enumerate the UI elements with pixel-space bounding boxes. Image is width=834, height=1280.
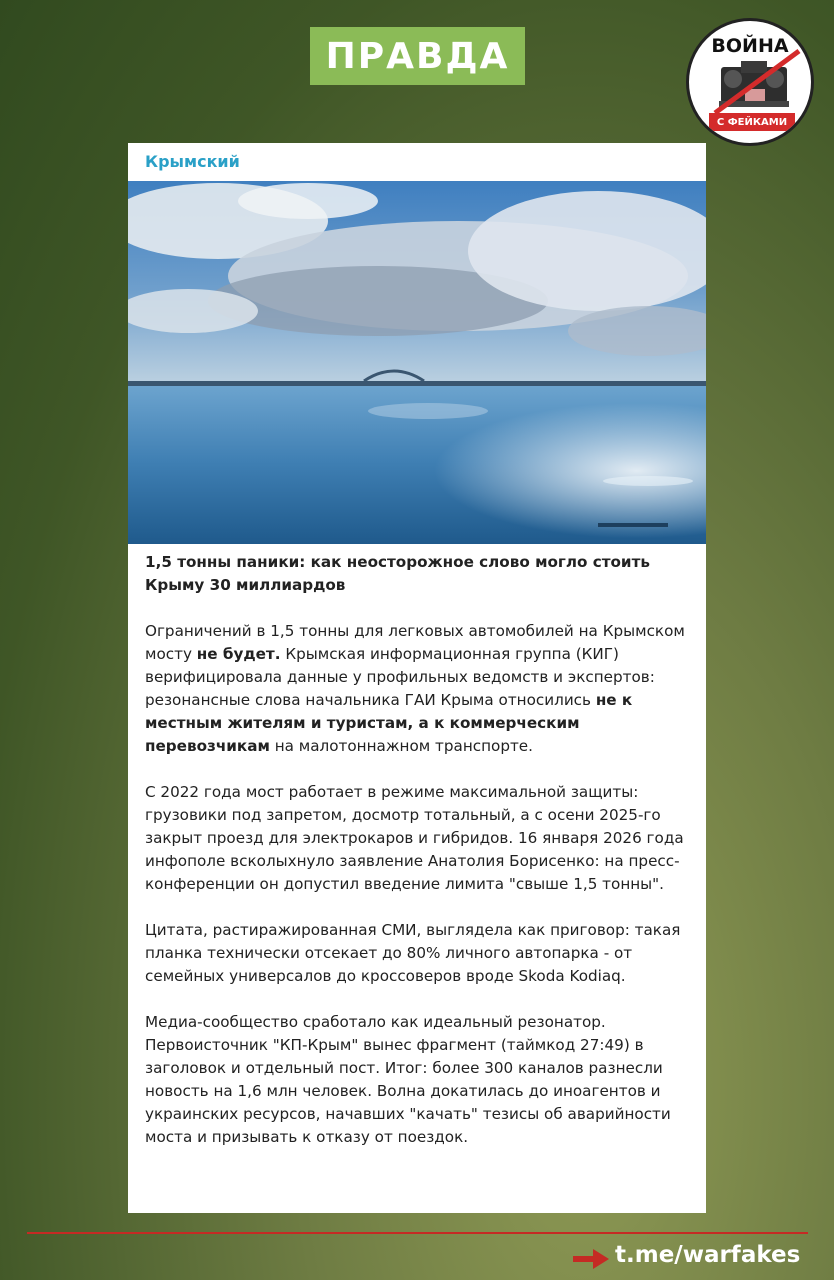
war-on-fakes-logo — [686, 18, 814, 146]
badge-bottom-text: С ФЕЙКАМИ — [709, 113, 795, 131]
post-text — [145, 551, 690, 1172]
channel-link[interactable]: t.me/warfakes — [615, 1242, 801, 1268]
post-paragraph: Медиа-сообщество сработало как идеальный резонатор. Первоисточник "КП-Крым" вынес фрагмент (таймкод 27:49) в заголовок и отдельный пост. Итог: более 300 каналов разнесли новость на 1,6 млн человек. Волна докатилась до иноагентов и украинских ресурсов, начавших "качать" тезисы об аварийности моста и призывать к отказу от поездок. — [145, 1013, 671, 1146]
post-paragraph: Ограничений в 1,5 тонны для легковых автомобилей на Крымском мосту не будет. Крымская информационная группа (КИГ) верифицировала данные у профильных ведомств и экспертов: резонансные слова начальника ГАИ Крыма относились не к местным жителям и туристам, а к коммерческим перевозчикам на малотоннажном транспорте. — [145, 622, 685, 755]
badge-top-text: ВОЙНА — [711, 35, 789, 57]
post-photo[interactable] — [128, 181, 706, 544]
channel-name[interactable]: Крымский — [145, 152, 240, 171]
telegram-post-card — [128, 143, 706, 1213]
post-paragraph: С 2022 года мост работает в режиме максимальной защиты: грузовики под запретом, досмотр тотальный, а с осени 2025-го закрыт проезд для электрокаров и гибридов. 16 января 2026 года инфополе всколыхнуло заявление Анатолия Борисенко: на пресс-конференции он допустил введение лимита "свыше 1,5 тонны". — [145, 783, 684, 893]
post-paragraph: Цитата, растиражированная СМИ, выглядела как приговор: такая планка технически отсекает до 80% личного автопарка - от семейных универсалов до кроссоверов вроде Skoda Kodiaq. — [145, 921, 681, 985]
arrow-right-icon — [573, 1249, 609, 1269]
verdict-label: ПРАВДА — [310, 27, 525, 85]
post-title: 1,5 тонны паники: как неосторожное слово могло стоить Крыму 30 миллиардов — [145, 553, 650, 594]
divider — [27, 1232, 808, 1234]
